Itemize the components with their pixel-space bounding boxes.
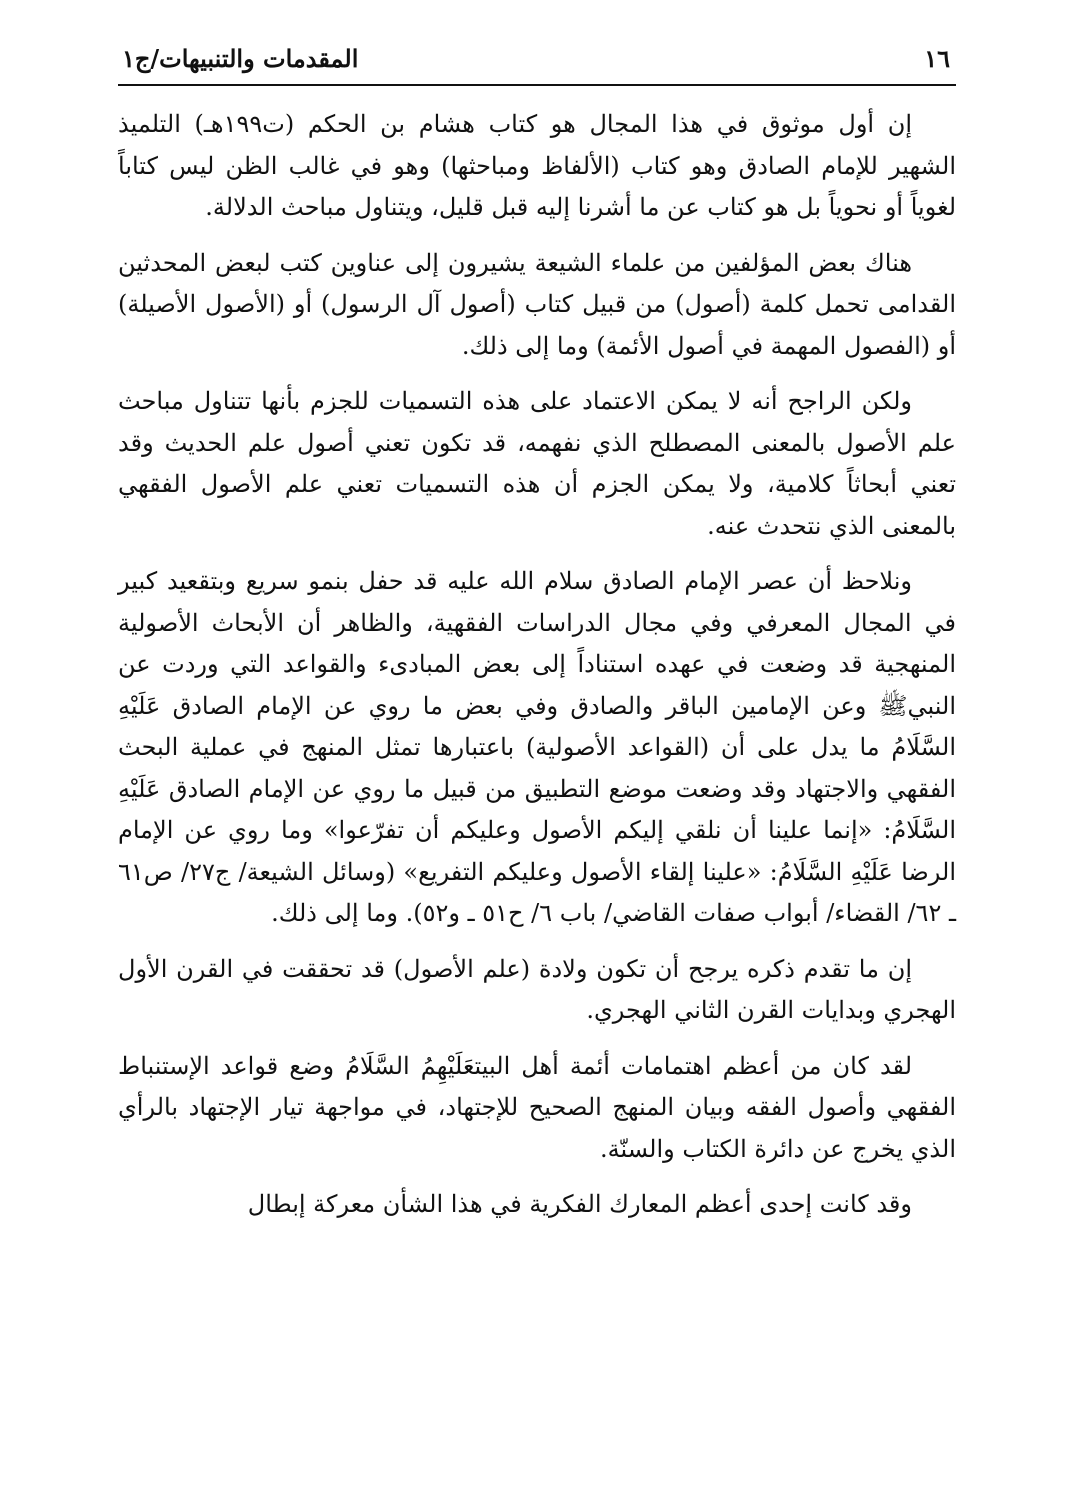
paragraph: وقد كانت إحدى أعظم المعارك الفكرية في هذا الشأن معركة إبطال — [247, 1190, 912, 1218]
paragraph: ولكن الراجح أنه لا يمكن الاعتماد على هذه التسميات للجزم بأنها تتناول مباحث علم الأصول بالمعنى المصطلح الذي نفهمه، قد تكون تعني أصول علم الحديث وقد تعني أبحاثاً كلامية، ولا يمكن الجزم أن هذه التسميات تعني علم الأصول الفقهي بالمعنى الذي نتحدث عنه. — [118, 387, 956, 540]
book-page — [118, 34, 956, 1474]
paragraph: ونلاحظ أن عصر الإمام الصادق سلام الله عليه قد حفل بنمو سريع وبتقعيد كبير في المجال المعرفي وفي مجال الدراسات الفقهية، والظاهر أن الأبحاث الأصولية المنهجية قد وضعت في عهده استناداً إلى بعض المبادىء والقواعد التي وردت عن النبيﷺ وعن الإمامين الباقر والصادق وفي بعض ما روي عن الإمام الصادق عَلَيْهِ السَّلَامُ ما يدل على أن (القواعد الأصولية) باعتبارها تمثل المنهج في عملية البحث الفقهي والاجتهاد وقد وضعت موضع التطبيق من قبيل ما روي عن الإمام الصادق عَلَيْهِ السَّلَامُ: «إنما علينا أن نلقي إليكم الأصول وعليكم أن تفرّعوا» وما روي عن الإمام الرضا عَلَيْهِ السَّلَامُ: «علينا إلقاء الأصول وعليكم التفريع» (وسائل الشيعة/ ج٢٧/ ص٦١ ـ ٦٢/ القضاء/ أبواب صفات القاضي/ باب ٦/ ح٥١ ـ و٥٢). وما إلى ذلك. — [118, 567, 956, 927]
paragraph: هناك بعض المؤلفين من علماء الشيعة يشيرون إلى عناوين كتب لبعض المحدثين القدامى تحمل كلمة (أصول) من قبيل كتاب (أصول آل الرسول) أو (الأصول الأصيلة) أو (الفصول المهمة في أصول الأئمة) وما إلى ذلك. — [118, 248, 956, 360]
paragraph: إن ما تقدم ذكره يرجح أن تكون ولادة (علم الأصول) قد تحققت في القرن الأول الهجري وبدايات القرن الثاني الهجري. — [118, 954, 956, 1024]
paragraph: لقد كان من أعظم اهتمامات أئمة أهل البيتعَلَيْهِمُ السَّلَامُ وضع قواعد الإستنباط الفقهي وأصول الفقه وبيان المنهج الصحيح للإجتهاد، في مواجهة تيار الإجتهاد بالرأي الذي يخرج عن دائرة الكتاب والسنّة. — [118, 1051, 956, 1163]
book-title: المقدمات والتنبيهات/ج١ — [122, 44, 359, 73]
body-text — [118, 104, 956, 1226]
page-number: ١٦ — [924, 44, 950, 73]
running-header — [118, 34, 956, 86]
paragraph: إن أول موثوق في هذا المجال هو كتاب هشام بن الحكم (ت١٩٩هـ) التلميذ الشهير للإمام الصادق وهو كتاب (الألفاظ ومباحثها) وهو في غالب الظن ليس كتاباً لغوياً أو نحوياً بل هو كتاب عن ما أشرنا إليه قبل قليل، ويتناول مباحث الدلالة. — [118, 110, 956, 221]
